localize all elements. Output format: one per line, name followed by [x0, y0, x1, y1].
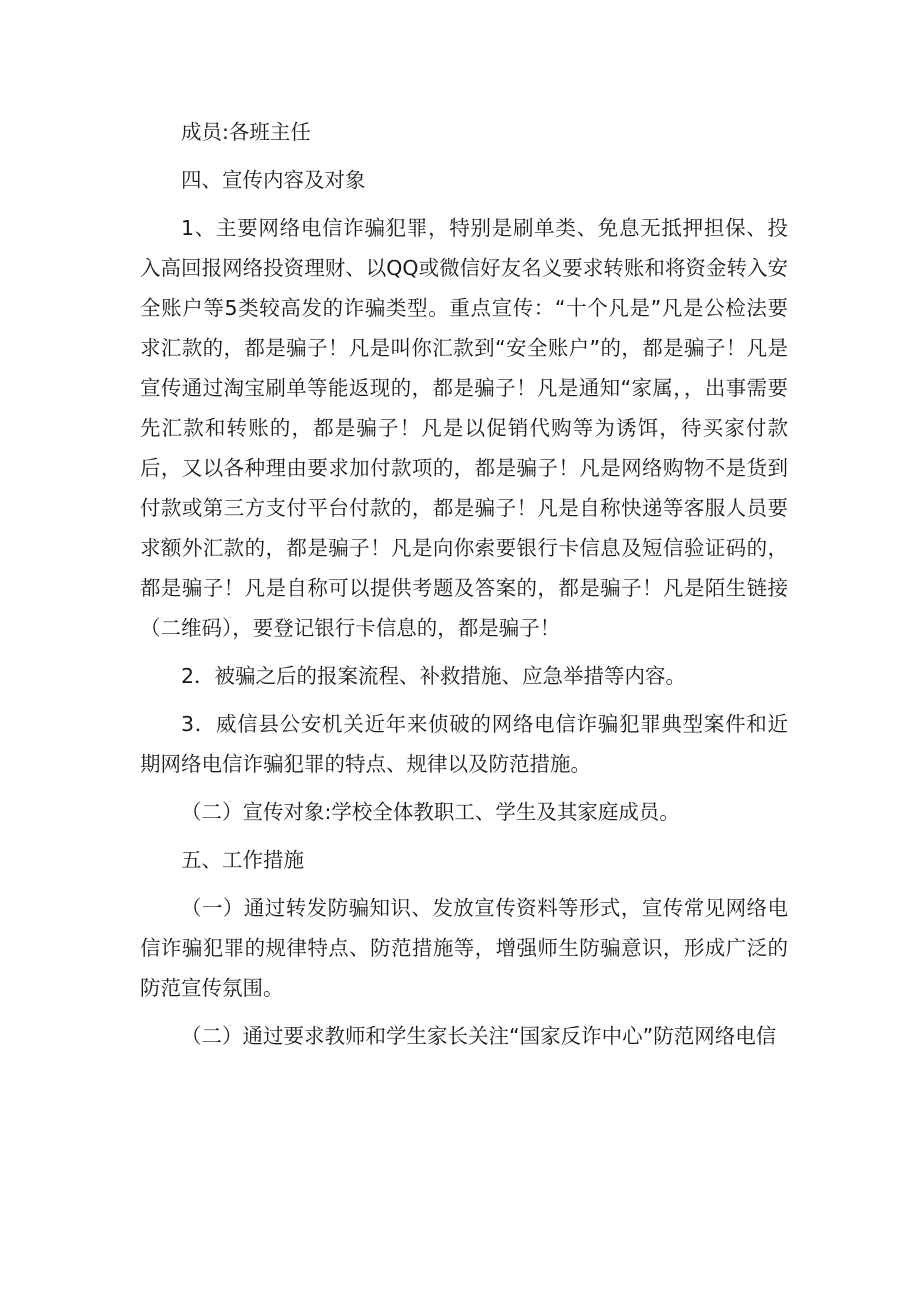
paragraph-measure-1: （一）通过转发防骗知识、发放宣传资料等形式，宣传常见网络电信诈骗犯罪的规律特点、防范措施等，增强师生防骗意识，形成广泛的防范宣传氛围。: [140, 896, 788, 1000]
heading-section-4: 四、宣传内容及对象: [181, 168, 366, 192]
paragraph-measure-2: （二）通过要求教师和学生家长关注“国家反诈中心”防范网络电信: [181, 1024, 777, 1048]
paragraph-audience: （二）宣传对象:学校全体教职工、学生及其家庭成员。: [181, 800, 680, 824]
paragraph-item-3: 3．威信县公安机关近年来侦破的网络电信诈骗犯罪典型案件和近期网络电信诈骗犯罪的特点、规律以及防范措施。: [140, 712, 788, 776]
heading-section-5: 五、工作措施: [181, 848, 304, 872]
paragraph-item-2: 2．被骗之后的报案流程、补救措施、应急举措等内容。: [181, 664, 687, 688]
document-body: [140, 112, 788, 1056]
paragraph-members: 成员:各班主任: [181, 120, 311, 144]
paragraph-item-1: 1、主要网络电信诈骗犯罪，特别是刷单类、免息无抵押担保、投入高回报网络投资理财、以QQ或微信好友名义要求转账和将资金转入安全账户等5类较高发的诈骗类型。重点宣传：“十个凡是”凡是公检法要求汇款的，都是骗子！凡是叫你汇款到“安全账户”的，都是骗子！凡是宣传通过淘宝刷单等能返现的，都是骗子！凡是通知“家属，，出事需要先汇款和转账的，都是骗子！凡是以促销代购等为诱饵，待买家付款后，又以各种理由要求加付款项的，都是骗子！凡是网络购物不是货到付款或第三方支付平台付款的，都是骗子！凡是自称快递等客服人员要求额外汇款的，都是骗子！凡是向你索要银行卡信息及短信验证码的，都是骗子！凡是自称可以提供考题及答案的，都是骗子！凡是陌生链接（二维码），要登记银行卡信息的，都是骗子！: [140, 216, 788, 640]
